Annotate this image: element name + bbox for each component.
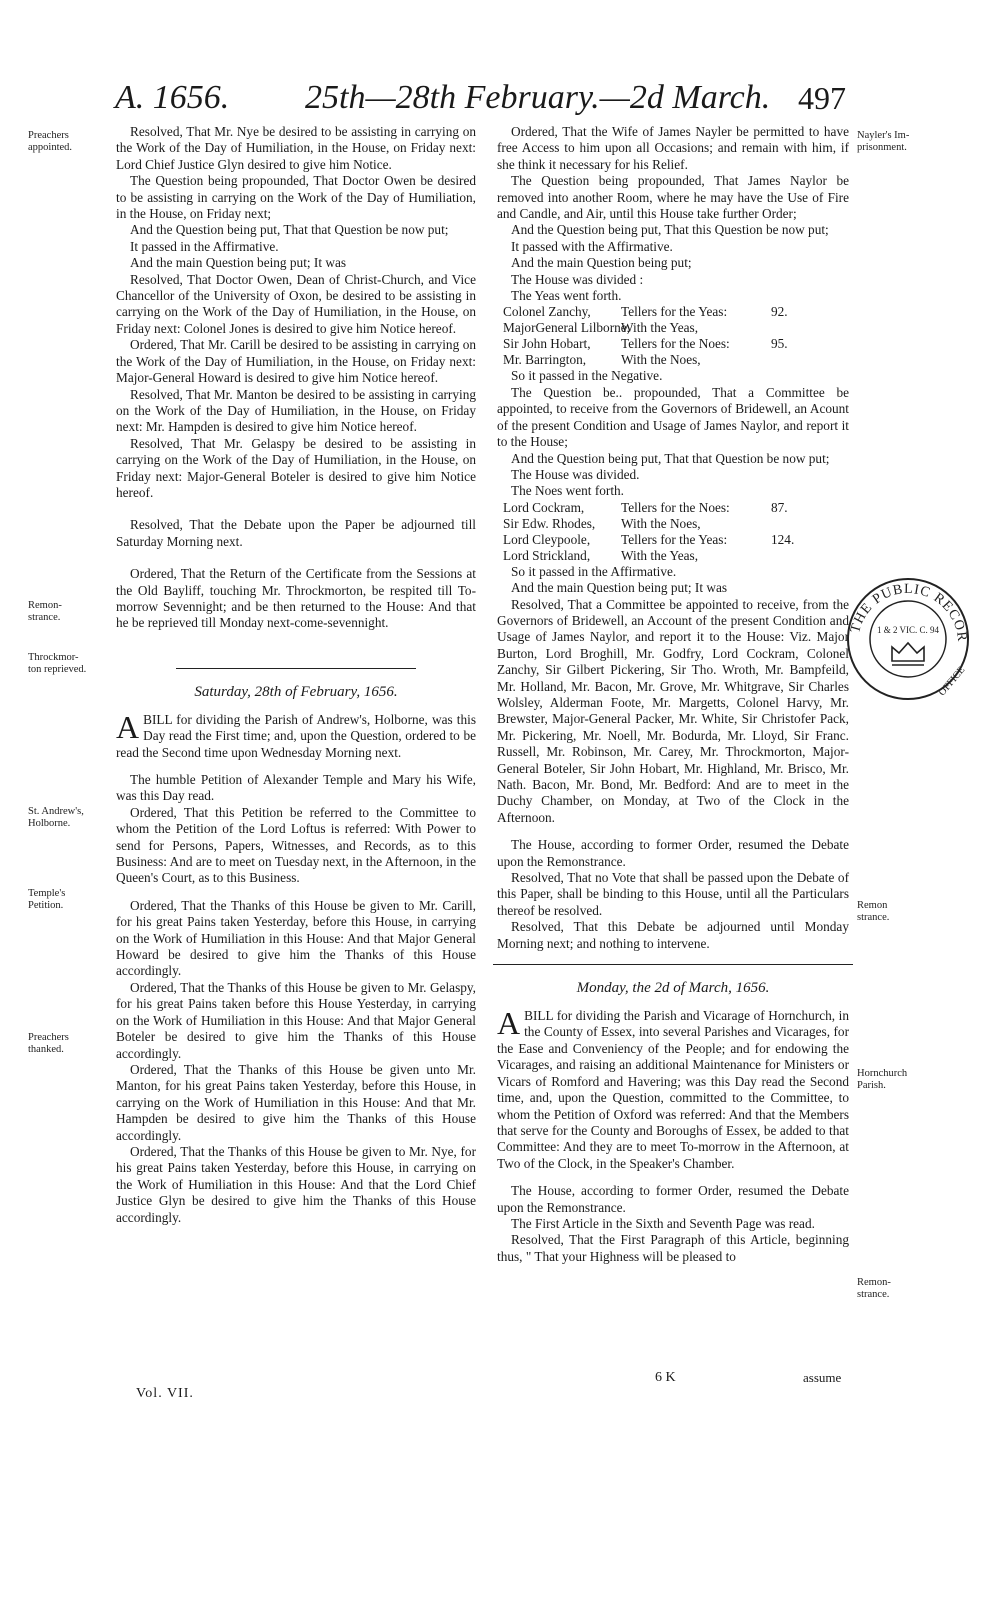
margin-note-st-andrews: St. Andrew's, Holborne.	[28, 806, 84, 829]
paragraph: It passed in the Affirmative.	[130, 238, 279, 254]
paragraph: Ordered, That the Thanks of this House be given unto Mr. Manton, for his great Pains taken Yesterday, before this House, in carrying on the Work of Humiliation in this House: And that Mr. Hampden be desired to give him the Thanks of this House accordingly.	[116, 1061, 476, 1143]
teller-role: Tellers for the Yeas:	[621, 304, 728, 320]
teller-name: Lord Cockram,	[503, 499, 585, 515]
paragraph: The Question be.. propounded, That a Committee be appointed, to receive from the Governors of Bridewell, an Acount of the present Condition and Usage of James Naylor, and report it to the House;	[497, 384, 849, 450]
paragraph: And the Question being put, That that Question be now put;	[511, 450, 830, 466]
paragraph: Ordered, That the Wife of James Nayler be permitted to have free Access to him upon all Occasions; and remain with him, if she think it necessary for his Relief.	[497, 124, 849, 172]
paragraph: And the Question being put, That that Question be now put;	[130, 222, 449, 238]
teller-name: Mr. Barrington,	[503, 352, 587, 368]
paragraph: Ordered, That the Thanks of this House be given to Mr. Carill, for his great Pains taken Yesterday, before this House, in carrying on the Work of Humiliation in this House: And that Major General Howard be desired to give him the Thanks of this House accordingly.	[116, 897, 476, 979]
page-header	[0, 78, 992, 128]
vote-count	[771, 516, 807, 532]
paragraph: And the main Question being put;	[511, 255, 692, 271]
teller-row	[497, 352, 849, 368]
paragraph: Ordered, That the Thanks of this House be given to Mr. Nye, for his great Pains taken Yesterday, before this House, in carrying on the Work of Humiliation in this House: And that the Lord Chief Justice Glyn be desired to give him the Thanks of this House accordingly.	[116, 1143, 476, 1225]
teller-role: Tellers for the Yeas:	[621, 531, 728, 547]
vote-count	[771, 548, 807, 564]
paragraph: And the main Question being put; It was	[130, 255, 347, 271]
paragraph: Resolved, That the First Paragraph of this Article, beginning thus, " That your Highness will be pleased to	[497, 1232, 849, 1264]
paragraph: The First Article in the Sixth and Seventh Page was read.	[511, 1215, 815, 1231]
paragraph: It passed with the Affirmative.	[511, 238, 673, 254]
paragraph: Ordered, That the Return of the Certificate from the Sessions at the Old Bayliff, touching Mr. Throckmorton, be respited till To-morrow Sevennight; and be then returned to the House: And that he be reprieved till Monday next-come-sevennight.	[116, 566, 476, 631]
teller-role: With the Noes,	[621, 352, 701, 368]
teller-name: Sir John Hobart,	[503, 336, 591, 352]
paragraph: And the Question being put, That this Question be now put;	[511, 222, 829, 238]
paragraph: The Question being propounded, That Doctor Owen be desired to be assisting in carrying on the Work of the Day of Humiliation, in the House, on Friday next;	[116, 173, 476, 222]
teller-row	[497, 548, 849, 564]
page-number: 497	[798, 80, 846, 116]
paragraph: Ordered, That the Thanks of this House be given to Mr. Gelaspy, for his great Pains taken before this House Yesterday, in carrying on the Work of Humiliation in this House: And that Major General Boteler be desired to give him the Thanks of this House accordingly.	[116, 979, 476, 1061]
paragraph: The Yeas went forth.	[511, 288, 622, 304]
teller-role: Tellers for the Noes:	[621, 336, 730, 352]
running-year: A. 1656.	[115, 79, 230, 116]
paragraph: The House, according to former Order, resumed the Debate upon the Remonstrance.	[497, 837, 849, 869]
teller-row	[497, 500, 849, 516]
vote-count	[771, 352, 807, 368]
section-divider	[493, 964, 853, 965]
margin-note-temples-petition: Temple's Petition.	[28, 888, 66, 911]
margin-note-remonstrance: Remon- strance.	[28, 600, 62, 623]
paragraph: Resolved, That no Vote that shall be passed upon the Debate of this Paper, shall be binding to this House, until all the Particulars thereof be resolved.	[497, 870, 849, 918]
paragraph: ABILL for dividing the Parish and Vicarage of Hornchurch, in the County of Essex, into several Parishes and Vicarages, for the Ease and Conveniency of the People; and for endowing the Vicarages, and raising an additional Maintenance for Ministers or Vicars of Romford and Havering; was this Day read the Second time, and, upon the Question, committed to the Committee, to whom the Petition of Oxford was referred: And that the Members that serve for the County and Boroughs of Essex, be added to that Committee: And they are to meet To-morrow in the Afternoon, at Two of the Clock, in the Speaker's Chamber.	[497, 1005, 849, 1171]
teller-name: Colonel Zanchy,	[503, 304, 591, 320]
running-dates: 25th—28th February.—2d March.	[305, 79, 771, 116]
paragraph: Ordered, That Mr. Carill be desired to be assisting in carrying on the Work of the Day of Humiliation, in the House, on Friday next: Major-General Howard is desired to give him Notice hereof.	[116, 337, 476, 386]
division-tellers-2	[497, 500, 849, 564]
teller-name: MajorGeneral Lilborne,	[503, 320, 631, 336]
teller-row	[497, 304, 849, 320]
paragraph: Resolved, That the Debate upon the Paper be adjourned till Saturday Morning next.	[116, 517, 476, 549]
vote-count: 92.	[771, 304, 788, 320]
paragraph: The House was divided :	[511, 271, 644, 287]
right-column	[497, 124, 849, 1265]
teller-row	[497, 320, 849, 336]
paragraph: Resolved, That a Committee be appointed to receive, from the Governors of Bridewell, an Account of the present Condition and Usage of James Naylor, and report it to the House: Viz. Major Burton, Lord Broghill, Mr. Godfry, Lord Cockram, Colonel Zanchy, Sir Gilbert Pickering, Sir Tho. Wroth, Mr. Bampfeild, Mr. Holland, Mr. Bacon, Mr. Grove, Mr. Whitgrave, Sir Charles Wolsley, Alderman Foote, Mr. Margetts, Colonel Harvy, Mr. Brewster, Major-General Packer, Mr. White, Sir Christofer Pack, Mr. Pickering, Mr. Noell, Mr. Bodurda, Mr. Lloyd, Sir Franc. Russell, Mr. Robinson, Mr. Carey, Mr. Throckmorton, Major-General Boteler, Sir John Hobart, Mr. Highland, Mr. Brisco, Mr. Nath. Bacon, Mr. Bond, Mr. Bedford: And are to meet in the Duchy Chamber, on Monday, at Two of the Clock in the Afternoon.	[497, 596, 849, 825]
vote-count	[771, 320, 807, 336]
catchword: assume	[803, 1370, 842, 1385]
margin-note-throckmorton: Throckmor- ton reprieved.	[28, 652, 87, 675]
paragraph: And the main Question being put; It was	[511, 580, 728, 596]
section-title-monday: Monday, the 2d of March, 1656.	[576, 980, 770, 997]
paragraph: The House was divided.	[511, 466, 640, 482]
teller-name: Lord Cleypoole,	[503, 531, 591, 547]
paragraph: Resolved, That Mr. Manton be desired to be assisting in carrying on the Work of the Day of Humiliation, in the House, on Friday next: Mr. Hampden is desired to give him Notice hereof.	[116, 386, 476, 435]
margin-note-remonstrance-right: Remon strance.	[857, 900, 890, 923]
signature-mark: 6 K	[655, 1370, 676, 1385]
paragraph: Resolved, That this Debate be adjourned until Monday Morning next; and nothing to intervene.	[497, 919, 849, 951]
teller-role: With the Yeas,	[621, 320, 699, 336]
paragraph: So it passed in the Negative.	[511, 368, 663, 384]
teller-role: With the Noes,	[621, 515, 701, 531]
paragraph: So it passed in the Affirmative.	[511, 563, 677, 579]
left-column	[116, 124, 476, 1226]
margin-note-hornchurch: Hornchurch Parish.	[857, 1068, 908, 1091]
paragraph: Resolved, That Doctor Owen, Dean of Christ-Church, and Vice Chancellor of the University of Oxon, be desired to be assisting in carrying on the Work of the Day of Humiliation, in the House, on Friday next: Colonel Jones is desired to give him Notice hereof.	[116, 271, 476, 336]
paragraph: The House, according to former Order, resumed the Debate upon the Remonstrance.	[497, 1183, 849, 1215]
vote-count: 87.	[771, 499, 788, 515]
teller-role: Tellers for the Noes:	[621, 499, 730, 515]
stamp-text-right: OFFICE	[936, 664, 968, 699]
section-title-saturday: Saturday, 28th of February, 1656.	[194, 683, 398, 700]
record-office-stamp	[842, 573, 974, 705]
teller-name: Sir Edw. Rhodes,	[503, 515, 596, 531]
teller-row	[497, 516, 849, 532]
paragraph: The Question being propounded, That James Naylor be removed into another Room, where he may have the Use of Fire and Candle, and Air, until this House take further Order;	[497, 173, 849, 222]
volume-label: Vol. VII.	[136, 1386, 194, 1401]
teller-role: With the Yeas,	[621, 547, 699, 563]
teller-row	[497, 532, 849, 548]
margin-note-remonstrance-right-2: Remon- strance.	[857, 1277, 891, 1300]
paragraph: The humble Petition of Alexander Temple and Mary his Wife, was this Day read.	[116, 772, 476, 804]
vote-count: 95.	[771, 336, 788, 352]
section-divider	[176, 668, 416, 669]
stamp-seal-icon	[842, 573, 974, 705]
teller-name: Lord Strickland,	[503, 547, 591, 563]
stamp-text-top: THE PUBLIC RECOR	[848, 581, 970, 643]
paragraph: Ordered, That this Petition be referred to the Committee to whom the Petition of the Lord Loftus is referred: With Power to send for Persons, Papers, Witnesses, and Records, as to this Business: And are to meet on Tuesday next, in the Afternoon, in the Queen's Court, as to this Business.	[116, 804, 476, 886]
margin-note-preachers-thanked: Preachers thanked.	[28, 1032, 69, 1055]
margin-note-naylers-imprisonment: Nayler's Im- prisonment.	[857, 130, 910, 153]
division-tellers-1	[497, 304, 849, 368]
teller-row	[497, 336, 849, 352]
paragraph: Resolved, That Mr. Nye be desired to be assisting in carrying on the Work of the Day of Humiliation, in the House, on Friday next: Lord Chief Justice Glyn desired to give him Notice.	[116, 124, 476, 172]
paragraph: The Noes went forth.	[511, 483, 624, 499]
paragraph: ABILL for dividing the Parish of Andrew's, Holborne, was this Day read the First time; and, upon the Question, ordered to be read the Second time upon Wednesday Morning next.	[116, 708, 476, 760]
paragraph: Resolved, That Mr. Gelaspy be desired to be assisting in carrying on the Work of the Day of Humiliation, in the House, on Friday next: Major-General Boteler is desired to give him Notice hereof.	[116, 435, 476, 500]
margin-note-preachers-appointed: Preachers appointed.	[28, 130, 73, 153]
vote-count: 124.	[771, 531, 795, 547]
crown-icon	[892, 643, 924, 665]
stamp-text-center: 1 & 2 VIC. C. 94	[876, 625, 940, 635]
